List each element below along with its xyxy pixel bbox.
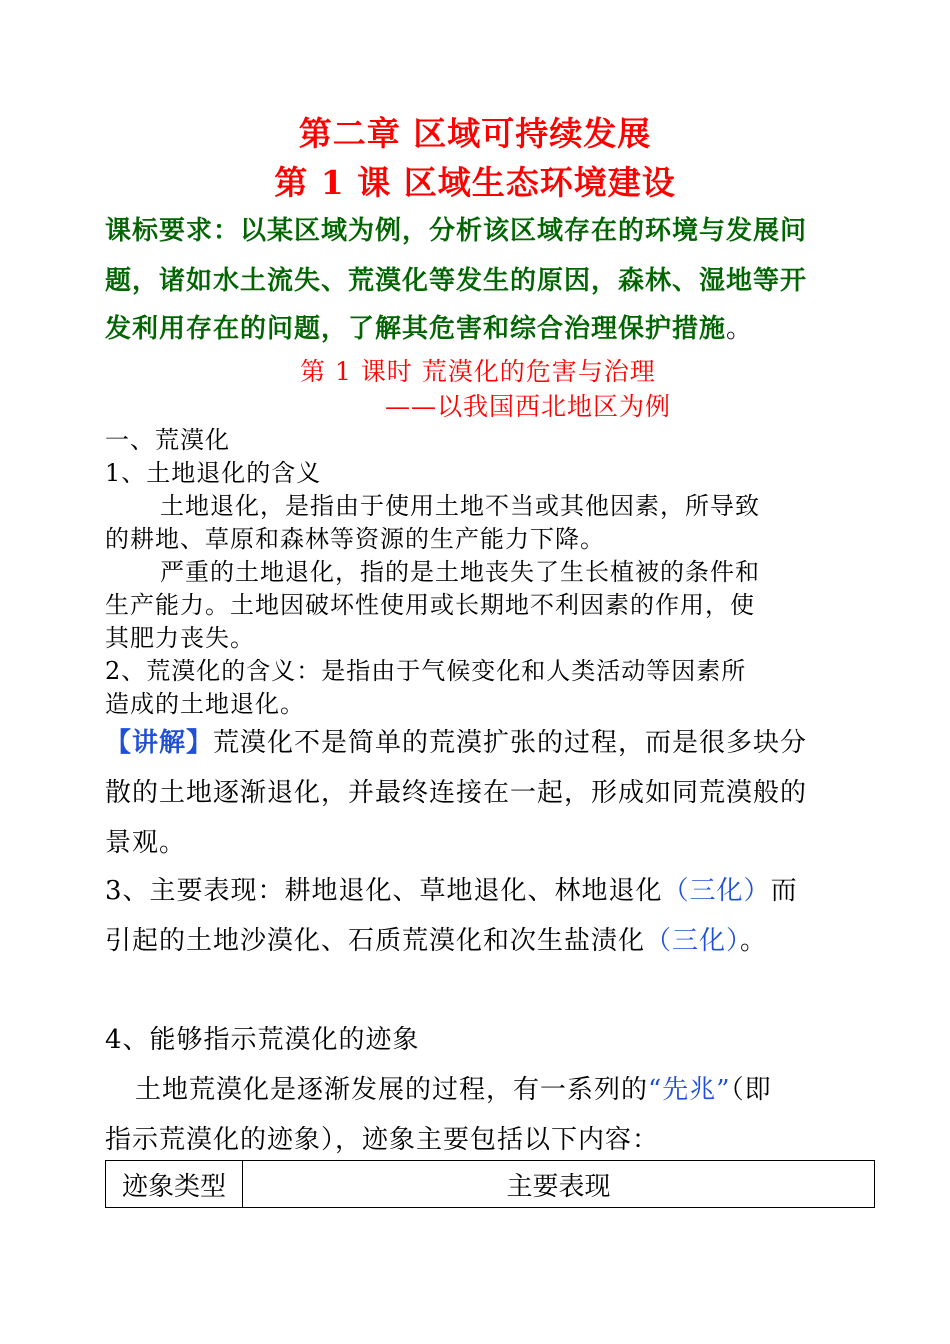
table-header-sign-type: 迹象类型 (106, 1161, 243, 1207)
section4-line-1-text: 土地荒漠化是逐渐发展的过程，有一系列的 (135, 1075, 649, 1105)
subtitle-line-2: ——以我国西北地区为例 (385, 392, 672, 421)
section3-line-2-text: 引起的土地沙漠化、石质荒漠化和次生盐渍化 (105, 926, 646, 956)
section4-line-1 (135, 1069, 772, 1106)
explanation-line-1 (105, 722, 807, 759)
section1-paragraph-line-1: 土地退化，是指由于使用土地不当或其他因素，所导致 (160, 492, 760, 520)
section1-paragraph-line-4: 生产能力。土地因破坏性使用或长期地不利因素的作用，使 (105, 591, 755, 619)
requirements-period: 。 (726, 314, 754, 344)
section2-line-1: 2、荒漠化的含义：是指由于气候变化和人类活动等因素所 (105, 657, 747, 685)
section3-san-hua-1: （三化） (662, 876, 771, 906)
section3-san-hua-2: （三化） (645, 926, 741, 956)
subtitle-line-1: 第 1 课时 荒漠化的危害与治理 (300, 357, 656, 386)
explanation-line-2: 散的土地逐渐退化，并最终连接在一起，形成如同荒漠般的 (105, 778, 808, 808)
section1-paragraph-line-5: 其肥力丧失。 (105, 624, 255, 652)
explanation-text-1: 荒漠化不是简单的荒漠扩张的过程，而是很多块分 (213, 728, 808, 758)
lesson-title: 第 1 课 区域生态环境建设 (274, 163, 676, 202)
requirements-line-3 (105, 308, 753, 345)
requirements-line-3-text: 发利用存在的问题，了解其危害和综合治理保护措施 (105, 314, 727, 344)
section2-line-2: 造成的土地退化。 (105, 690, 305, 718)
section4-omen: “先兆” (648, 1075, 731, 1105)
chapter-title: 第二章 区域可持续发展 (298, 114, 652, 153)
section1-paragraph-line-3: 严重的土地退化，指的是土地丧失了生长植被的条件和 (160, 558, 760, 586)
section1-heading: 一、荒漠化 (105, 426, 230, 454)
section3-line-1 (105, 870, 798, 907)
section4-heading: 4、能够指示荒漠化的迹象 (105, 1025, 420, 1055)
section3-line-2 (105, 920, 767, 957)
section1-paragraph-line-2: 的耕地、草原和森林等资源的生产能力下降。 (105, 525, 605, 553)
requirements-line-2: 题，诸如水土流失、荒漠化等发生的原因，森林、湿地等开 (105, 266, 808, 296)
section4-line-1-end: （即 (730, 1075, 772, 1105)
section4-line-2: 指示荒漠化的迹象），迹象主要包括以下内容： (105, 1125, 660, 1155)
signs-table (105, 1160, 875, 1208)
table-header-main-manifestation: 主要表现 (506, 1171, 611, 1202)
section3-line-1-end: 而 (770, 876, 798, 906)
section1-sub-heading: 1、土地退化的含义 (105, 459, 322, 487)
requirements-line-1: 课标要求：以某区域为例，分析该区域存在的环境与发展问 (105, 216, 808, 246)
explanation-line-3: 景观。 (105, 828, 187, 858)
section3-line-1-text: 3、主要表现：耕地退化、草地退化、林地退化 (105, 876, 663, 906)
section3-line-2-end: 。 (740, 926, 768, 956)
explanation-tag: 【讲解】 (105, 728, 214, 758)
